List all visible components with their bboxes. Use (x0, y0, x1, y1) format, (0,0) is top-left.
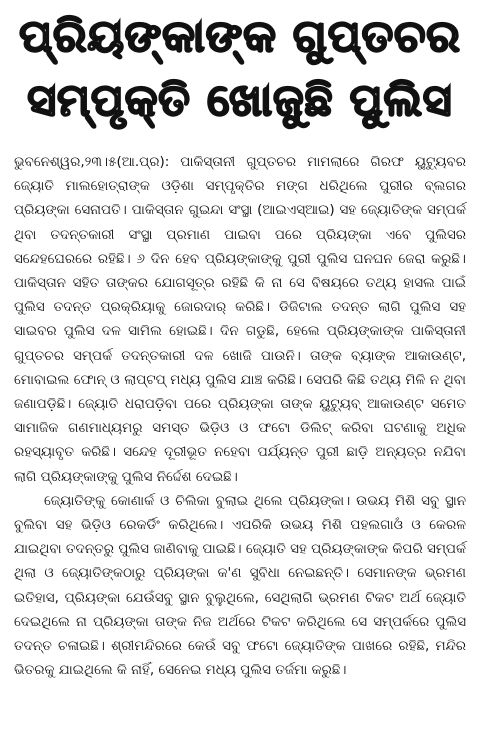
headline-line-1: ପ୍ରିୟଙ୍କାଙ୍କ ଗୁପ୍ତଚର (19, 11, 461, 62)
headline-line-2: ସମ୍ପୃକ୍ତି ଖୋଜୁଛି ପୁଲିସ (27, 75, 453, 126)
article-paragraph-1: ଭୁବନେଶ୍ୱର,୨୩।୫(ଆ.ପ୍ର): ପାକିସ୍ତାନୀ ଗୁପ୍ତଚର ମାମଲାରେ ଗିରଫ ୟୁଟ୍ୟୁବର ଜ୍ୟୋତି ମାଲହୋତ୍ରାଙ୍କ ଓଡ଼ିଶା ସମ୍ପୃକ୍ତିର ମଙ୍ଗ ଧରିଥିଲେ ପୁରୀର ବ୍ଲଗର ପ୍ରିୟଙ୍କା ସେନାପତି। ପାକିସ୍ତାନ ଗୁଇନ୍ଦା ସଂସ୍ଥା (ଆଇଏସ୍ଆଇ) ସହ ଜ୍ୟୋତିଙ୍କ ସମ୍ପର୍କ ଥିବା ତଦନ୍ତକାରୀ ସଂସ୍ଥା ପ୍ରମାଣ ପାଇବା ପରେ ପ୍ରିୟଙ୍କା ଏବେ ପୁଲିସର ସନ୍ଦେହଘେରରେ ରହିଛି। ୬ ଦିନ ହେବ ପ୍ରିୟଙ୍କାଙ୍କୁ ପୁରୀ ପୁଲିସ ଘନଘନ ଜେରା କରୁଛି। ପାକିସ୍ତାନ ସହିତ ତାଙ୍କର ଯୋଗସୂତ୍ର ରହିଛି କି ନା ସେ ବିଷୟରେ ତଥ୍ୟ ହାସଲ ପାଇଁ ପୁଲିସ ତଦନ୍ତ ପ୍ରକ୍ରିୟାକୁ ଜୋରଦାର୍ କରିଛି। ଡିଜିଟାଲ ତଦନ୍ତ ଲାଗି ପୁଲିସ ସହ ସାଇବର ପୁଲିସ ଦଳ ସାମିଲ ହୋଇଛି। ଦିନ ଗଡୁଛି, ହେଲେ ପ୍ରିୟଙ୍କାଙ୍କ ପାକିସ୍ତାନୀ ଗୁପ୍ତଚର ସମ୍ପର୍କ ତଦନ୍ତକାରୀ ଦଳ ଖୋଜି ପାଉନି। ତାଙ୍କ ବ୍ୟାଙ୍କ ଆକାଉଣ୍ଟ, ମୋବାଇଲ ଫୋନ୍ ଓ ଲାପ୍‌ଟପ୍ ମଧ୍ୟ ପୁଲିସ ଯାଞ୍ଚ କରିଛି। ସେପରି କିଛି ତଥ୍ୟ ମିଳି ନ ଥିବା ଜଣାପଡ଼ିଛି। ଜ୍ୟୋତି ଧରାପଡ଼ିବା ପରେ ପ୍ରିୟଙ୍କା ତାଙ୍କ ୟୁଟ୍ୟୁବ୍ ଆକାଉଣ୍ଟ ସମେତ ସାମାଜିକ ଗଣମାଧ୍ୟମରୁ ସମସ୍ତ ଭିଡ଼ିଓ ଓ ଫଟୋ ଡିଲିଟ୍ କରିବା ଘଟଣାକୁ ଅଧିକ ରହସ୍ୟାବୃତ କରିଛି। ସନ୍ଦେହ ଦୂରୀଭୂତ ନହେବା ପର୍ଯ୍ୟନ୍ତ ପୁରୀ ଛାଡ଼ି ଅନ୍ୟତ୍ର ନଯିବା ଲାଗି ପ୍ରିୟଙ୍କାଙ୍କୁ ପୁଲିସ ନିର୍ଦ୍ଦେଶ ଦେଇଛି। (14, 154, 466, 485)
headline (0, 0, 480, 134)
article-paragraph-2: ଜ୍ୟୋତିଙ୍କୁ କୋଣାର୍କ ଓ ଚିଲିକା ବୁଲାଇ ଥିଲେ ପ୍ରିୟଙ୍କା। ଉଭୟ ମିଶି ସବୁ ସ୍ଥାନ ବୁଲିବା ସହ ଭିଡ଼ିଓ ରେକର୍ଡିଂ କରିଥିଲେ। ଏପରିକି ଉଭୟ ମିଶି ପହଲଗାଓଁ ଓ କେରଳ ଯାଇଥିବା ତଦନ୍ତରୁ ପୁଲିସ ଜାଣିବାକୁ ପାଇଛି। ଜ୍ୟୋତି ସହ ପ୍ରିୟଙ୍କାଙ୍କ କିପରି ସମ୍ପର୍କ ଥିଲା ଓ ଜ୍ୟୋତିଙ୍କଠାରୁ ପ୍ରିୟଙ୍କା କ'ଣ ସୁବିଧା ନେଇଛନ୍ତି। ସେମାନଙ୍କ ଭ୍ରମଣ ଇତିହାସ, ପ୍ରିୟଙ୍କା ଯେଉଁସବୁ ସ୍ଥାନ ବୁଲୁଥିଲେ, ସେଥିଲାଗି ଭ୍ରମଣ ଟିକଟ ଅର୍ଥ ଜ୍ୟୋତି ଦେଇଥିଲେ ନା ପ୍ରିୟଙ୍କା ତାଙ୍କ ନିଜ ଅର୍ଥରେ ଟିକଟ କରିଥିଲେ ସେ ସମ୍ପର୍କରେ ପୁଲିସ ତଦନ୍ତ ଚଳାଇଛି। ଶ୍ରୀମନ୍ଦିରରେ କେଉଁ ସବୁ ଫଟୋ ଜ୍ୟୋତିଙ୍କ ପାଖରେ ରହିଛି, ମନ୍ଦିର ଭିତରକୁ ଯାଇଥିଲେ କି ନାହିଁ, ସେନେଇ ମଧ୍ୟ ପୁଲିସ ତର୍ଜମା କରୁଛି। (14, 492, 466, 679)
article-body (14, 150, 466, 682)
